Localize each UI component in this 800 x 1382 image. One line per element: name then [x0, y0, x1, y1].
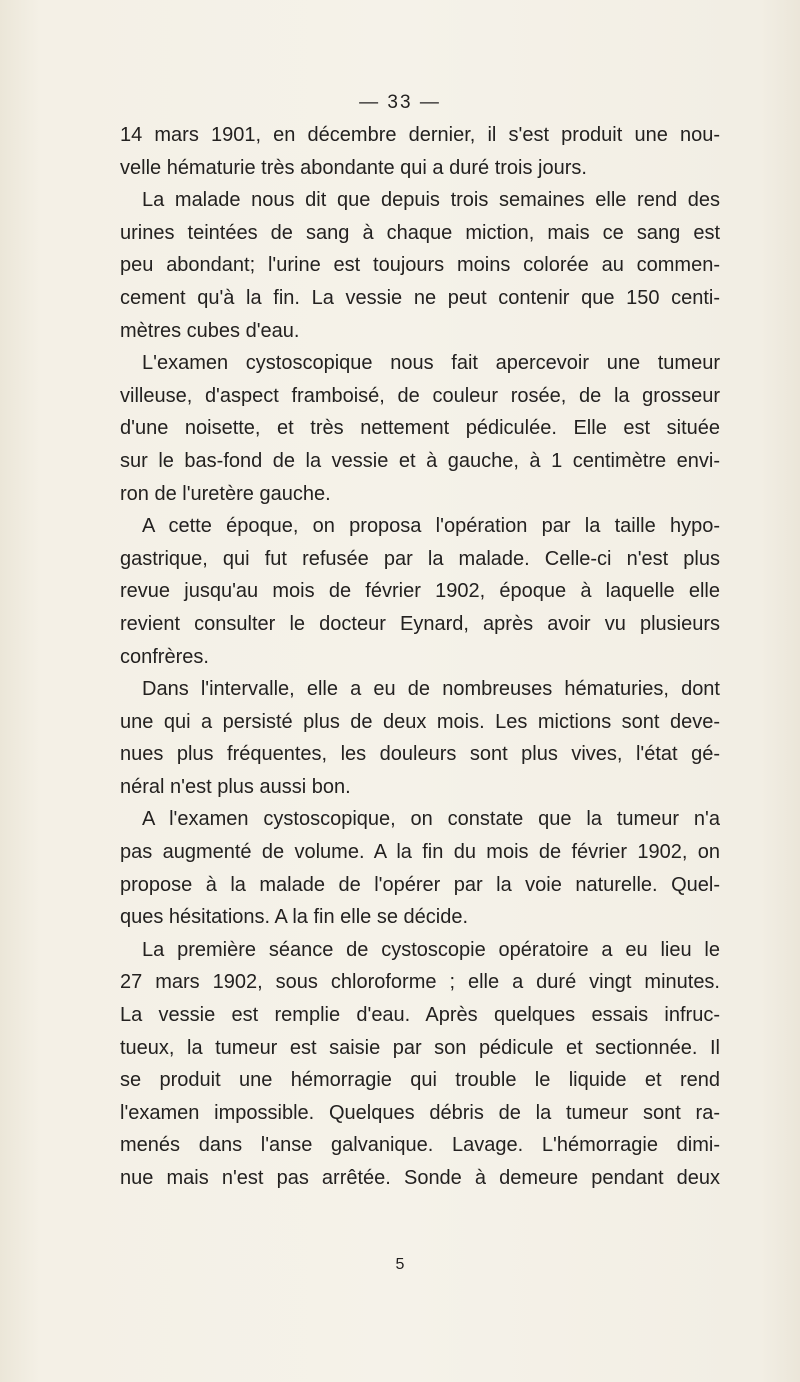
- text-line: nue mais n'est pas arrêtée. Sonde à demeure pendant deux: [120, 1167, 720, 1189]
- text-line: mètres cubes d'eau.: [120, 319, 300, 342]
- text-line: revue jusqu'au mois de février 1902, époque à laquelle elle: [120, 580, 720, 603]
- text-line: gastrique, qui fut refusée par la malade. Celle-ci n'est plus: [120, 547, 720, 570]
- text-line: pas augmenté de volume. A la fin du mois de février 1902, on: [120, 841, 720, 864]
- text-line: A cette époque, on proposa l'opération par la taille hypo-: [142, 515, 720, 538]
- text-line: La malade nous dit que depuis trois semaines elle rend des: [142, 189, 720, 212]
- text-line: revient consulter le docteur Eynard, après avoir vu plusieurs: [120, 612, 720, 635]
- text-line: urines teintées de sang à chaque miction, mais ce sang est: [120, 221, 720, 244]
- paragraph: [120, 803, 720, 933]
- text-line: confrères.: [120, 645, 209, 668]
- text-line: 27 mars 1902, sous chloroforme ; elle a duré vingt minutes.: [120, 971, 720, 994]
- text-line: menés dans l'anse galvanique. Lavage. L'hémorragie dimi-: [120, 1134, 720, 1157]
- text-line: tueux, la tumeur est saisie par son pédicule et sectionnée. Il: [120, 1036, 720, 1059]
- text-line: L'examen cystoscopique nous fait apercevoir une tumeur: [142, 352, 720, 375]
- text-line: ques hésitations. A la fin elle se décide.: [120, 906, 469, 929]
- text-line: ron de l'uretère gauche.: [120, 482, 331, 505]
- text-line: l'examen impossible. Quelques débris de la tumeur sont ra-: [120, 1101, 720, 1124]
- page-number: — 33 —: [359, 92, 441, 113]
- text-line: villeuse, d'aspect framboisé, de couleur rosée, de la grosseur: [120, 384, 720, 407]
- paragraph: [120, 347, 720, 510]
- text-line: La première séance de cystoscopie opératoire a eu lieu le: [142, 938, 720, 961]
- text-line: La vessie est remplie d'eau. Après quelques essais infruc-: [120, 1004, 720, 1027]
- text-line: une qui a persisté plus de deux mois. Les mictions sont deve-: [120, 710, 720, 733]
- text-line: nues plus fréquentes, les douleurs sont plus vives, l'état gé-: [120, 743, 720, 766]
- text-line: propose à la malade de l'opérer par la voie naturelle. Quel-: [120, 873, 720, 896]
- paragraph: [120, 510, 720, 673]
- text-line: A l'examen cystoscopique, on constate que la tumeur n'a: [142, 808, 720, 831]
- text-line: peu abondant; l'urine est toujours moins colorée au commen-: [120, 254, 720, 277]
- text-line: velle hématurie très abondante qui a duré trois jours.: [120, 156, 587, 179]
- text-line: se produit une hémorragie qui trouble le liquide et rend: [120, 1069, 720, 1092]
- paragraph: [120, 184, 720, 347]
- text-line: sur le bas-fond de la vessie et à gauche, à 1 centimètre envi-: [120, 449, 720, 472]
- paragraph: [120, 934, 720, 1195]
- signature-mark: 5: [395, 1256, 405, 1273]
- text-line: 14 mars 1901, en décembre dernier, il s'est produit une nou-: [120, 124, 720, 146]
- text-line: Dans l'intervalle, elle a eu de nombreuses hématuries, dont: [142, 678, 720, 701]
- text-line: d'une noisette, et très nettement pédiculée. Elle est située: [120, 417, 720, 440]
- text-line: cement qu'à la fin. La vessie ne peut contenir que 150 centi-: [120, 286, 720, 309]
- body-text: [120, 119, 720, 1195]
- paragraph: [120, 673, 720, 803]
- text-line: néral n'est plus aussi bon.: [120, 775, 351, 798]
- paragraph: [120, 119, 720, 184]
